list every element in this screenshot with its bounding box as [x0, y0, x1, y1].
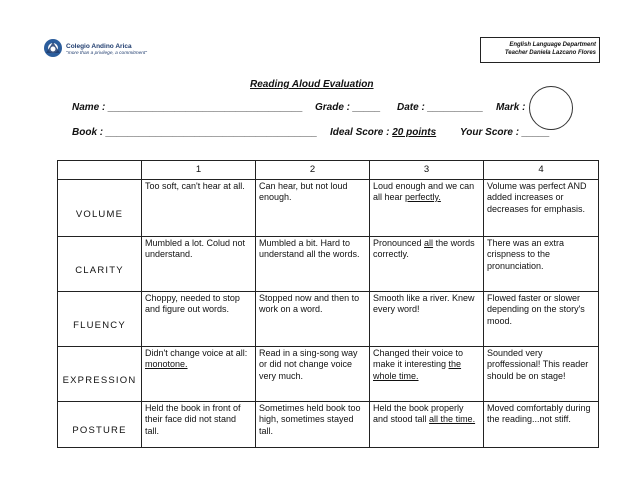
category-cell: EXPRESSION [58, 346, 142, 401]
table-cell [370, 346, 484, 401]
book-blank[interactable]: ______________________________________ [105, 127, 318, 138]
school-name: Colegio Andino Arica [66, 43, 132, 50]
category-cell: VOLUME [58, 179, 142, 236]
table-header-row [58, 161, 599, 180]
table-cell: Choppy, needed to stop and figure out words. [142, 291, 256, 346]
table-row [58, 346, 599, 401]
cell-text: the words correctly. [373, 237, 475, 259]
table-cell: Read in a sing-song way or did not change voice very much. [256, 346, 370, 401]
table-cell [370, 179, 484, 236]
cell-underlined-text: perfectly. [405, 192, 441, 202]
cell-text: Changed their voice to make it interesting [373, 347, 464, 369]
table-cell: Mumbled a bit. Hard to understand all the words. [256, 236, 370, 291]
your-score-row [460, 127, 550, 138]
name-blank[interactable]: ___________________________________ [108, 102, 303, 113]
table-cell [370, 236, 484, 291]
cell-text: Loud enough and we can all hear [373, 180, 475, 202]
table-cell: Mumbled a lot. Colud not understand. [142, 236, 256, 291]
table-header-cell: 4 [484, 161, 599, 180]
teacher-name: Teacher Daniela Lazcano Flores [504, 50, 596, 56]
table-cell [370, 401, 484, 447]
name-row [72, 102, 303, 113]
ideal-score-row [330, 127, 436, 138]
page-title: Reading Aloud Evaluation [250, 79, 374, 90]
mark-label: Mark : [496, 102, 526, 113]
cell-underlined-text: all [424, 237, 434, 248]
table-header-cell [58, 161, 142, 180]
cell-text: Held the book properly and stood tall [373, 402, 464, 424]
school-tagline: "more than a privilege, a commitment" [66, 51, 147, 56]
table-cell: Too soft, can't hear at all. [142, 179, 256, 236]
category-cell: CLARITY [58, 236, 142, 291]
table-cell: Can hear, but not loud enough. [256, 179, 370, 236]
table-row [58, 236, 599, 291]
book-row [72, 127, 317, 138]
ideal-score-label: Ideal Score : [330, 127, 390, 138]
school-logo [43, 38, 173, 68]
category-cell: FLUENCY [58, 291, 142, 346]
cell-underlined-text: all the time. [429, 414, 476, 424]
table-cell: Sounded very proffessional! This reader should be on stage! [484, 346, 599, 401]
table-cell [142, 346, 256, 401]
table-cell: Flowed faster or slower depending on the story's mood. [484, 291, 599, 346]
date-label: Date : [397, 102, 425, 113]
table-header-cell: 2 [256, 161, 370, 180]
table-cell: Sometimes held book too high, sometimes stayed tall. [256, 401, 370, 447]
name-label: Name : [72, 102, 106, 113]
grade-blank[interactable]: _____ [352, 102, 381, 113]
cell-text: Pronounced [373, 237, 425, 248]
table-cell: Held the book in front of their face did not stand tall. [142, 401, 256, 447]
ideal-score-value: 20 points [392, 127, 437, 138]
table-row [58, 401, 599, 447]
table-header-cell: 3 [370, 161, 484, 180]
table-row [58, 179, 599, 236]
table-header-cell: 1 [142, 161, 256, 180]
your-score-blank[interactable]: _____ [521, 127, 550, 138]
cell-underlined-text: monotone. [145, 359, 188, 369]
mark-circle[interactable] [529, 86, 573, 130]
rubric-table [57, 160, 599, 448]
table-cell: Moved comfortably during the reading...not stiff. [484, 401, 599, 447]
table-cell: There was an extra crispness to the pronunciation. [484, 236, 599, 291]
your-score-label: Your Score : [460, 127, 520, 138]
date-blank[interactable]: __________ [427, 102, 484, 113]
department-name: English Language Department [509, 42, 596, 48]
book-label: Book : [72, 127, 104, 138]
category-cell: POSTURE [58, 401, 142, 447]
table-cell: Volume was perfect AND added increases or decreases for emphasis. [484, 179, 599, 236]
cell-underlined-text: the whole time. [373, 359, 462, 381]
table-row [58, 291, 599, 346]
grade-row [315, 102, 381, 113]
table-cell: Stopped now and then to work on a word. [256, 291, 370, 346]
department-box [480, 37, 600, 63]
grade-label: Grade : [315, 102, 351, 113]
table-cell: Smooth like a river. Knew every word! [370, 291, 484, 346]
date-row [397, 102, 483, 113]
school-logo-emblem-icon [43, 38, 63, 58]
cell-text: Didn't change voice at all: [145, 347, 248, 358]
